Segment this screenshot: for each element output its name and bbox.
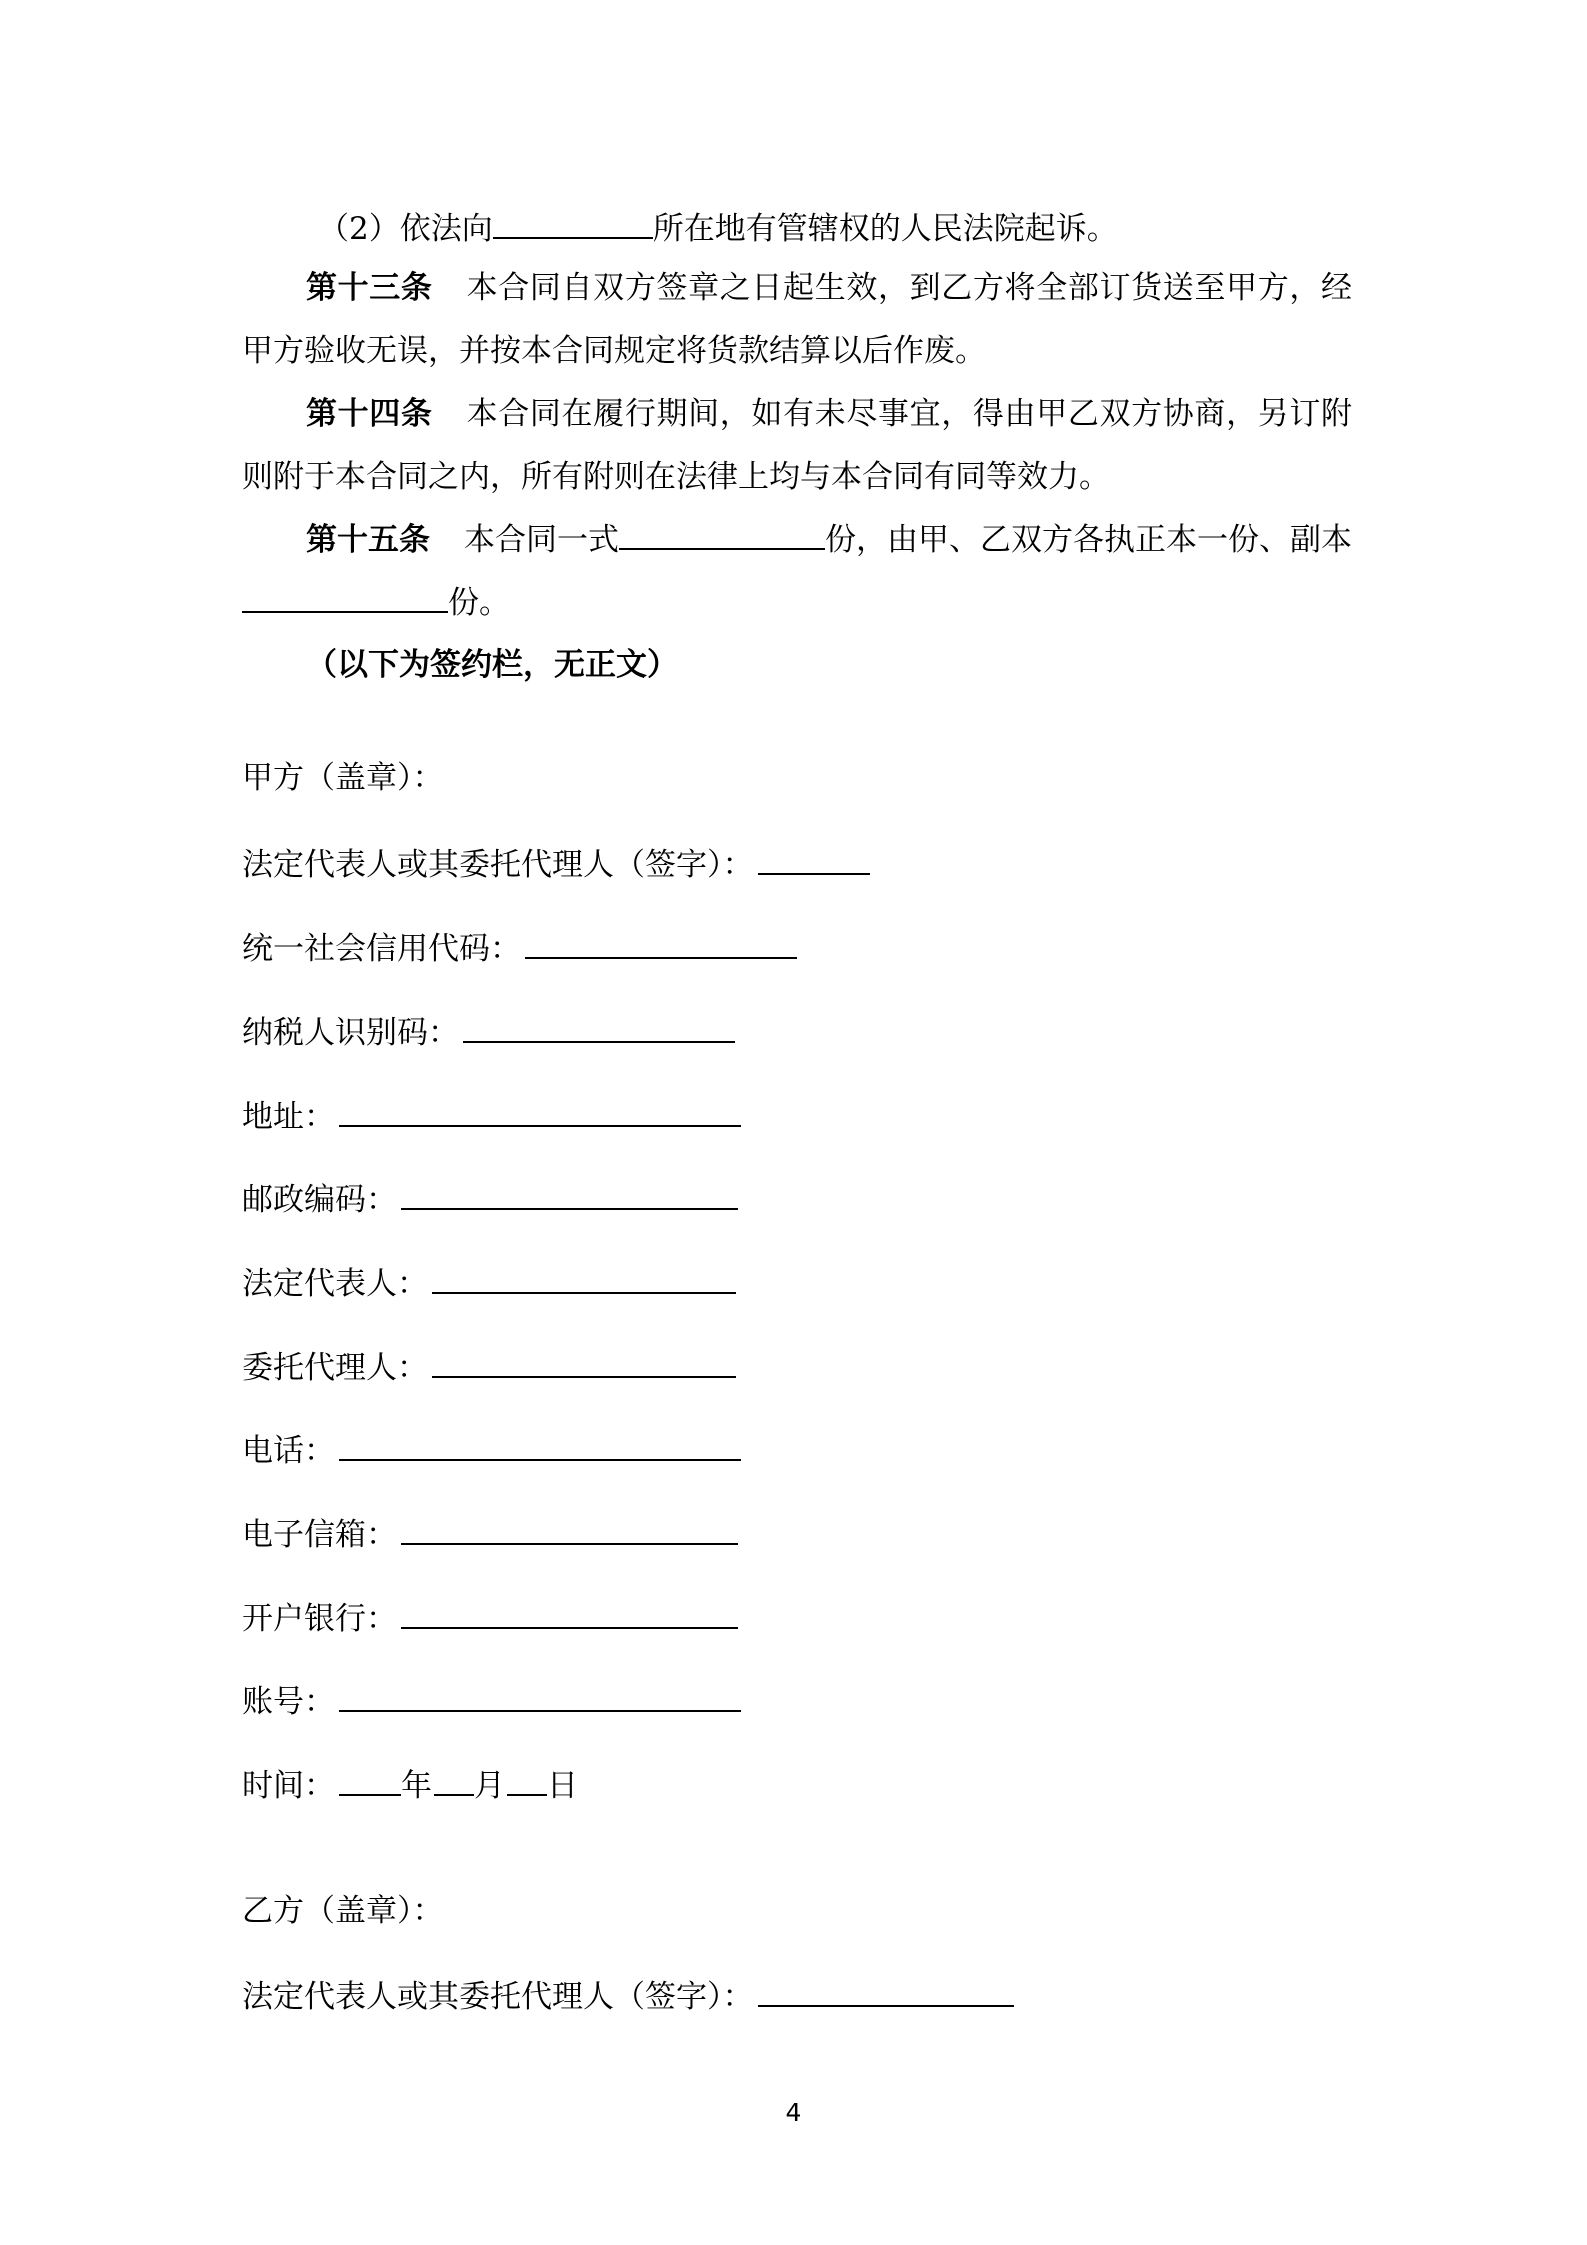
party-a-credit-code-label: 统一社会信用代码： — [242, 931, 521, 967]
party-a-phone-field — [242, 1429, 741, 1471]
party-a-date-label: 时间： — [242, 1768, 335, 1804]
party-a-rep-field — [242, 843, 870, 885]
party-a-email-label: 电子信箱： — [242, 1517, 397, 1553]
party-a-phone-label: 电话： — [242, 1433, 335, 1469]
clause-item-2-suffix: 所在地有管辖权的人民法院起诉。 — [652, 211, 1118, 247]
party-a-tax-id-label: 纳税人识别码： — [242, 1015, 459, 1051]
party-a-tax-id-blank[interactable] — [463, 1011, 735, 1043]
article-13 — [242, 257, 1352, 383]
party-a-legal-rep-label: 法定代表人： — [242, 1266, 428, 1302]
party-b-title: 乙方（盖章）： — [242, 1893, 444, 1929]
signature-note: （以下为签约栏，无正文） — [306, 647, 678, 683]
party-a-postcode-field — [242, 1178, 738, 1220]
party-a-rep-label: 法定代表人或其委托代理人（签字）： — [242, 847, 754, 883]
party-a-phone-blank[interactable] — [339, 1429, 741, 1461]
date-year-blank[interactable] — [339, 1764, 401, 1796]
clause-item-2-prefix: （2）依法向 — [318, 211, 493, 247]
party-a-credit-code-blank[interactable] — [525, 927, 797, 959]
article-15-text-b: 份，由甲、乙双方各执正本一份、副本 — [825, 522, 1352, 558]
article-15-text-a: 本合同一式 — [464, 522, 619, 558]
party-a-address-label: 地址： — [242, 1099, 335, 1135]
party-a-rep-blank[interactable] — [758, 843, 870, 875]
party-a-agent-blank[interactable] — [432, 1346, 736, 1378]
party-a-postcode-label: 邮政编码： — [242, 1182, 397, 1218]
date-year-label: 年 — [401, 1768, 432, 1804]
party-a-email-blank[interactable] — [401, 1513, 738, 1545]
date-day-blank[interactable] — [507, 1764, 547, 1796]
article-13-text: 本合同自双方签章之日起生效，到乙方将全部订货送至甲方，经甲方验收无误，并按本合同规定将货款结算以后作废。 — [242, 270, 1353, 369]
copies-total-blank[interactable] — [619, 518, 825, 550]
party-a-account-field — [242, 1680, 741, 1722]
party-a-account-blank[interactable] — [339, 1680, 741, 1712]
party-a-postcode-blank[interactable] — [401, 1178, 738, 1210]
party-a-bank-label: 开户银行： — [242, 1601, 397, 1637]
court-location-blank[interactable] — [493, 207, 653, 239]
party-a-agent-field — [242, 1346, 736, 1388]
party-a-email-field — [242, 1513, 738, 1555]
party-a-bank-blank[interactable] — [401, 1597, 738, 1629]
party-a-bank-field — [242, 1597, 738, 1639]
date-day-label: 日 — [547, 1768, 578, 1804]
copies-duplicate-blank[interactable] — [242, 581, 448, 613]
party-a-address-field — [242, 1095, 741, 1137]
article-13-title: 第十三条 — [306, 270, 433, 306]
page-number: 4 — [785, 2098, 802, 2127]
party-a-credit-code-field — [242, 927, 797, 969]
article-14-text: 本合同在履行期间，如有未尽事宜，得由甲乙双方协商，另订附则附于本合同之内，所有附则在法律上均与本合同有同等效力。 — [242, 396, 1353, 495]
party-b-rep-blank[interactable] — [758, 1975, 1014, 2007]
party-a-date-field — [242, 1764, 578, 1806]
article-14-title: 第十四条 — [306, 396, 433, 432]
article-15-title: 第十五条 — [306, 522, 430, 558]
party-a-legal-rep-field — [242, 1262, 736, 1304]
party-a-tax-id-field — [242, 1011, 735, 1053]
date-month-label: 月 — [474, 1768, 505, 1804]
date-month-blank[interactable] — [434, 1764, 474, 1796]
clause-item-2 — [318, 207, 1118, 249]
party-a-address-blank[interactable] — [339, 1095, 741, 1127]
party-a-legal-rep-blank[interactable] — [432, 1262, 736, 1294]
party-a-title: 甲方（盖章）： — [242, 760, 444, 796]
article-14 — [242, 383, 1352, 509]
party-a-agent-label: 委托代理人： — [242, 1350, 428, 1386]
article-15 — [242, 509, 1352, 635]
party-b-rep-label: 法定代表人或其委托代理人（签字）： — [242, 1979, 754, 2015]
article-15-text-c: 份。 — [448, 585, 510, 621]
party-b-rep-field — [242, 1975, 1014, 2017]
party-a-account-label: 账号： — [242, 1684, 335, 1720]
